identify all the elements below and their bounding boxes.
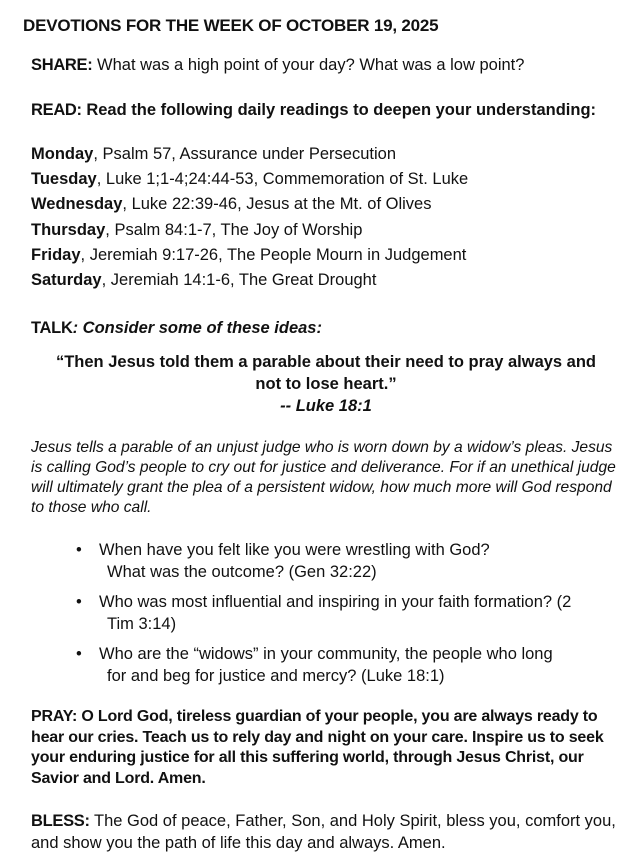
reading-day: Wednesday <box>31 195 123 214</box>
discussion-questions <box>76 539 621 695</box>
bless-label: BLESS: <box>31 812 90 830</box>
read-text: Read the following daily readings to deepen your understanding: <box>81 101 597 119</box>
reading-text: , Jeremiah 14:1-6, The Great Drought <box>101 270 377 289</box>
question-line: for and beg for justice and mercy? (Luke 18:1) <box>107 667 445 685</box>
pray-text: O Lord God, tireless guardian of your people, you are always ready to hear our cries. Teach us to rely day and night on your care. Inspire us to seek your enduring justice for all this suffering world, through Jesus Christ, our Savior and Lord. Amen. <box>31 708 604 787</box>
talk-section <box>31 317 621 339</box>
question-line: Who are the “widows” in your community, the people who long <box>99 645 553 663</box>
share-text: What was a high point of your day? What was a low point? <box>92 56 525 74</box>
question-line: Who was most influential and inspiring in your faith formation? (2 <box>99 593 572 611</box>
question-line: When have you felt like you were wrestling with God? <box>99 541 490 559</box>
reading-day: Monday <box>31 145 94 163</box>
read-section <box>31 99 621 121</box>
quote-reference: -- Luke 18:1 <box>280 397 372 415</box>
bullet-icon: • <box>76 645 82 663</box>
daily-readings-list <box>31 142 621 293</box>
pray-section <box>31 707 621 789</box>
reflection-paragraph: Jesus tells a parable of an unjust judge who is worn down by a widow’s pleas. Jesus is calling God’s people to cry out for justice and deliverance. For if an unethical judge will ultimately grant the plea of a persistent widow, how much more will God respond to those who call. <box>31 439 616 516</box>
list-item <box>76 591 621 635</box>
question-line: What was the outcome? (Gen 32:22) <box>107 563 377 581</box>
quote-line: “Then Jesus told them a parable about their need to pray always and <box>55 353 597 371</box>
reading-day: Tuesday <box>31 170 97 189</box>
reading-item <box>31 218 621 243</box>
page-title: DEVOTIONS FOR THE WEEK OF OCTOBER 19, 2025 <box>23 16 439 35</box>
reading-day: Friday <box>31 245 81 264</box>
bullet-icon: • <box>76 541 82 559</box>
list-item <box>76 643 621 687</box>
reading-text: , Luke 1;1-4;24:44-53, Commemoration of St. Luke <box>96 170 469 189</box>
question-line: Tim 3:14) <box>107 615 177 633</box>
bullet-icon: • <box>76 593 82 611</box>
talk-label: TALK <box>31 319 73 337</box>
share-section <box>31 54 621 76</box>
reading-text: , Jeremiah 9:17-26, The People Mourn in Judgement <box>80 245 467 264</box>
reading-text: , Luke 22:39-46, Jesus at the Mt. of Olives <box>122 195 432 214</box>
reading-text: , Psalm 84:1-7, The Joy of Worship <box>105 220 363 239</box>
pray-label: PRAY: <box>31 708 78 725</box>
quote-line: not to lose heart.” <box>255 375 397 393</box>
reading-item <box>31 192 621 217</box>
list-item <box>76 539 621 583</box>
reading-day: Thursday <box>31 220 106 239</box>
share-label: SHARE: <box>31 56 93 74</box>
read-label: READ: <box>31 101 82 119</box>
scripture-quote <box>31 351 621 417</box>
reading-text: , Psalm 57, Assurance under Persecution <box>93 145 397 163</box>
reading-day: Saturday <box>31 270 102 289</box>
reading-item <box>31 167 621 192</box>
reading-item <box>31 142 621 167</box>
bless-text: The God of peace, Father, Son, and Holy Spirit, bless you, comfort you, and show you the path of life this day and always. Amen. <box>31 812 616 852</box>
talk-text: : Consider some of these ideas: <box>72 319 322 337</box>
bless-section <box>31 810 621 854</box>
reading-item <box>31 243 621 268</box>
reading-item <box>31 268 621 293</box>
